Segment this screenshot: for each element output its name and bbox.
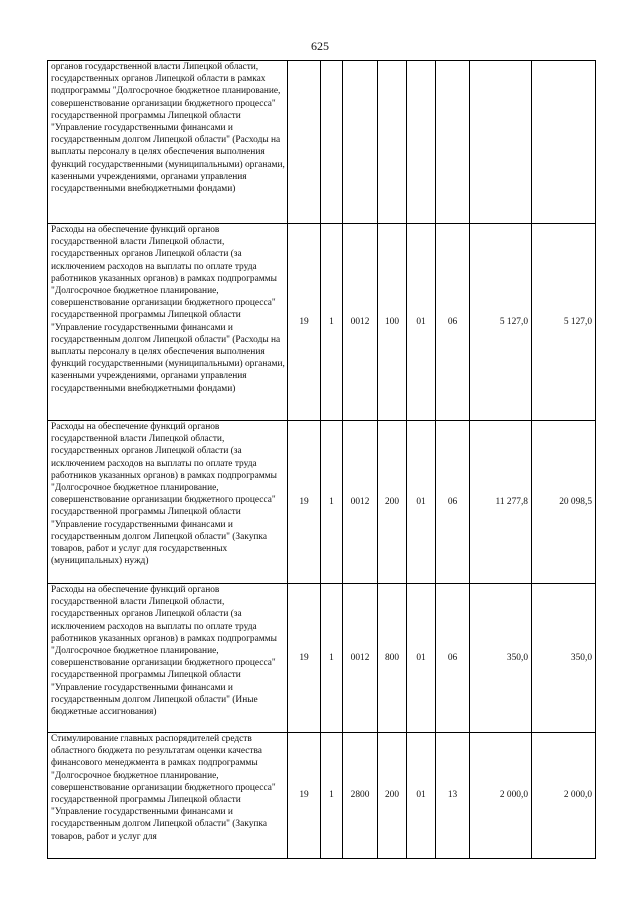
row-description: Расходы на обеспечение функций органов государственной власти Липецкой области, государственных органов Липецкой области (за исключением расходов на выплаты по оплате труда работников указанных органов) в рамках подпрограммы "Долгосрочное бюджетное планирование, совершенствование организации бюджетного процесса" государственной программы Липецкой области "Управление государственными финансами и государственным долгом Липецкой области" (Иные бюджетные ассигнования) <box>48 584 288 733</box>
table-row <box>48 421 596 584</box>
col-expense-type: 800 <box>378 584 407 733</box>
col-subsection: 06 <box>436 224 470 421</box>
col-expense-type: 200 <box>378 421 407 584</box>
col-amount-2: 20 098,5 <box>532 421 596 584</box>
col-admin-code: 19 <box>288 224 321 421</box>
col-program-code: 1 <box>321 733 343 859</box>
col-target-code: 0012 <box>343 224 378 421</box>
budget-table <box>47 60 596 859</box>
col-target-code: 2800 <box>343 733 378 859</box>
row-description: органов государственной власти Липецкой области, государственных органов Липецкой области в рамках подпрограммы "Долгосрочное бюджетное планирование, совершенствование организации бюджетного процесса" государственной программы Липецкой области "Управление государственными финансами и государственным долгом Липецкой области" (Расходы на выплаты персоналу в целях обеспечения выполнения функций государственными (муниципальными) органами, казенными учреждениями, органами управления государственными внебюджетными фондами) <box>48 61 288 224</box>
col-admin-code <box>288 61 321 224</box>
col-program-code: 1 <box>321 224 343 421</box>
col-subsection <box>436 61 470 224</box>
table-row <box>48 733 596 859</box>
col-subsection: 06 <box>436 584 470 733</box>
col-program-code: 1 <box>321 421 343 584</box>
col-target-code: 0012 <box>343 421 378 584</box>
col-section: 01 <box>407 584 436 733</box>
col-amount-1: 2 000,0 <box>470 733 532 859</box>
col-expense-type: 200 <box>378 733 407 859</box>
col-admin-code: 19 <box>288 584 321 733</box>
col-section: 01 <box>407 224 436 421</box>
col-expense-type: 100 <box>378 224 407 421</box>
col-amount-1 <box>470 61 532 224</box>
col-admin-code: 19 <box>288 421 321 584</box>
col-subsection: 13 <box>436 733 470 859</box>
col-amount-2 <box>532 61 596 224</box>
row-description: Расходы на обеспечение функций органов государственной власти Липецкой области, государственных органов Липецкой области (за исключением расходов на выплаты по оплате труда работников указанных органов) в рамках подпрограммы "Долгосрочное бюджетное планирование, совершенствование организации бюджетного процесса" государственной программы Липецкой области "Управление государственными финансами и государственным долгом Липецкой области" (Закупка товаров, работ и услуг для государственных (муниципальных) нужд) <box>48 421 288 584</box>
col-amount-1: 5 127,0 <box>470 224 532 421</box>
col-amount-1: 350,0 <box>470 584 532 733</box>
col-program-code <box>321 61 343 224</box>
col-section: 01 <box>407 733 436 859</box>
col-section: 01 <box>407 421 436 584</box>
table-row <box>48 224 596 421</box>
col-program-code: 1 <box>321 584 343 733</box>
col-target-code: 0012 <box>343 584 378 733</box>
row-description: Стимулирование главных распорядителей средств областного бюджета по результатам оценки качества финансового менеджмента в рамках подпрограммы "Долгосрочное бюджетное планирование, совершенствование организации бюджетного процесса" государственной программы Липецкой области "Управление государственными финансами и государственным долгом Липецкой области" (Закупка товаров, работ и услуг для <box>48 733 288 859</box>
table-row <box>48 61 596 224</box>
col-amount-1: 11 277,8 <box>470 421 532 584</box>
col-admin-code: 19 <box>288 733 321 859</box>
col-amount-2: 350,0 <box>532 584 596 733</box>
row-description: Расходы на обеспечение функций органов государственной власти Липецкой области, государственных органов Липецкой области (за исключением расходов на выплаты по оплате труда работников указанных органов) в рамках подпрограммы "Долгосрочное бюджетное планирование, совершенствование организации бюджетного процесса" государственной программы Липецкой области "Управление государственными финансами и государственным долгом Липецкой области" (Расходы на выплаты персоналу в целях обеспечения выполнения функций государственными (муниципальными) органами, казенными учреждениями, органами управления государственными внебюджетными фондами) <box>48 224 288 421</box>
page-number: 625 <box>311 39 329 53</box>
table-row <box>48 584 596 733</box>
col-expense-type <box>378 61 407 224</box>
col-subsection: 06 <box>436 421 470 584</box>
col-amount-2: 5 127,0 <box>532 224 596 421</box>
col-section <box>407 61 436 224</box>
col-amount-2: 2 000,0 <box>532 733 596 859</box>
col-target-code <box>343 61 378 224</box>
